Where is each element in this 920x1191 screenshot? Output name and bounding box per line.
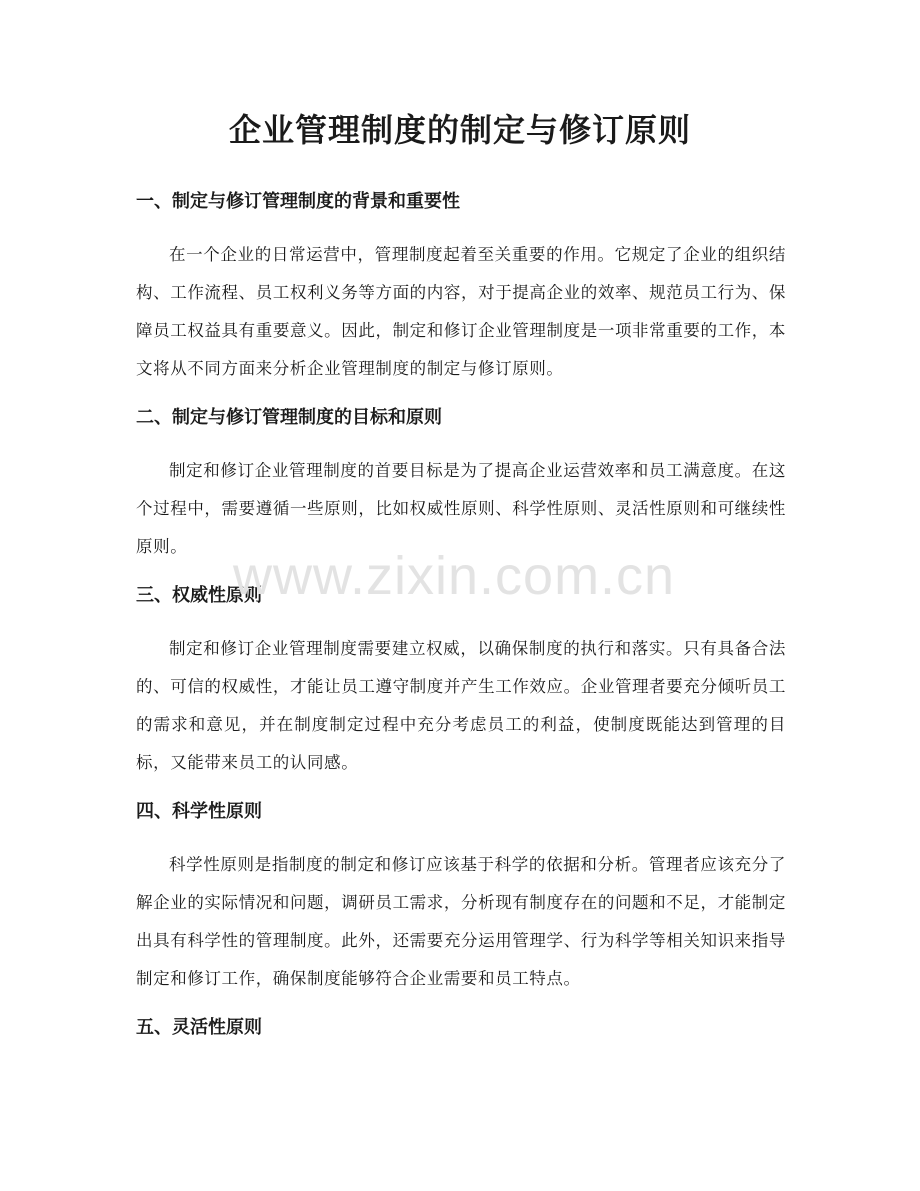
section-heading: 五、灵活性原则	[136, 1017, 262, 1038]
section-heading: 四、科学性原则	[136, 801, 262, 822]
section-3	[136, 576, 786, 782]
section-heading: 一、制定与修订管理制度的背景和重要性	[136, 191, 460, 212]
section-heading: 二、制定与修订管理制度的目标和原则	[136, 407, 442, 428]
section-2	[136, 398, 786, 566]
section-paragraph: 科学性原则是指制度的制定和修订应该基于科学的依据和分析。管理者应该充分了解企业的实际情况和问题，调研员工需求，分析现有制度存在的问题和不足，才能制定出具有科学性的管理制度。此外，还需要充分运用管理学、行为科学等相关知识来指导制定和修订工作，确保制度能够符合企业需要和员工特点。	[136, 855, 786, 988]
document-body	[136, 182, 786, 1048]
section-paragraph: 制定和修订企业管理制度需要建立权威，以确保制度的执行和落实。只有具备合法的、可信的权威性，才能让员工遵守制度并产生工作效应。企业管理者要充分倾听员工的需求和意见，并在制度制定过程中充分考虑员工的利益，使制度既能达到管理的目标，又能带来员工的认同感。	[136, 639, 786, 772]
section-paragraph: 在一个企业的日常运营中，管理制度起着至关重要的作用。它规定了企业的组织结构、工作流程、员工权利义务等方面的内容，对于提高企业的效率、规范员工行为、保障员工权益具有重要意义。因此，制定和修订企业管理制度是一项非常重要的工作，本文将从不同方面来分析企业管理制度的制定与修订原则。	[136, 245, 786, 378]
section-heading: 三、权威性原则	[136, 585, 262, 606]
section-paragraph: 制定和修订企业管理制度的首要目标是为了提高企业运营效率和员工满意度。在这个过程中，需要遵循一些原则，比如权威性原则、科学性原则、灵活性原则和可继续性原则。	[136, 461, 786, 556]
section-1	[136, 182, 786, 388]
document-title: 企业管理制度的制定与修订原则	[228, 111, 691, 149]
watermark: www.zixin.com.cn	[233, 546, 676, 606]
section-4	[136, 792, 786, 998]
section-5	[136, 1008, 786, 1048]
